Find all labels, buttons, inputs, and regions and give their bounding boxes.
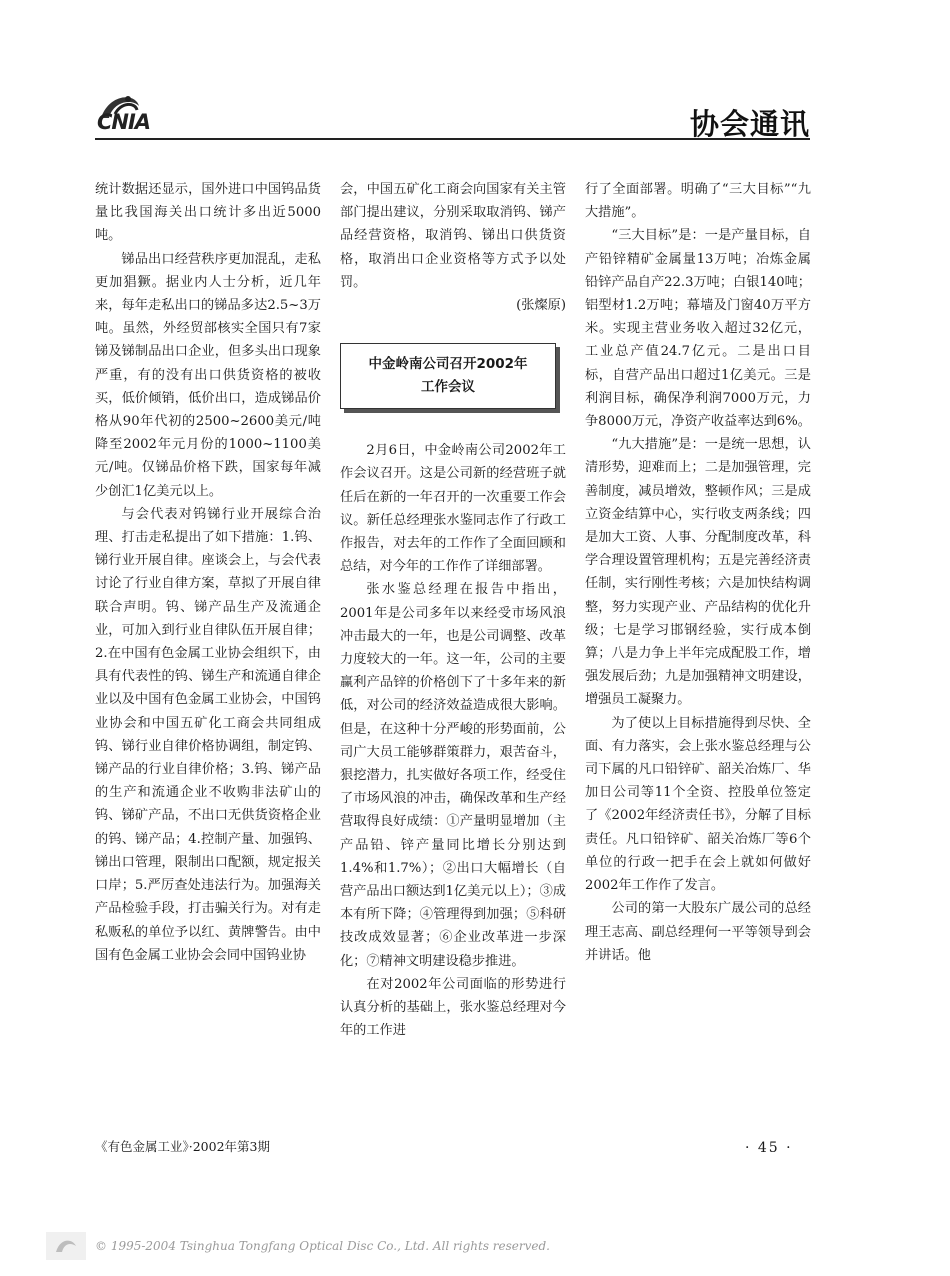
paragraph: “九大措施”是：一是统一思想，认清形势，迎难而上；二是加强管理，完善制度，减员增效，整顿作风；三是成立资金结算中心，实行收支两条线；四是加大工资、人事、分配制度改革，科学合理设置管理机构；五是完善经济责任制，实行刚性考核；六是加快结构调整，努力实现产业、产品结构的优化升级；七是学习邯钢经验，实行成本倒算；八是力争上半年完成配股工作，增强发展后劲；九是加强精神文明建设，增强员工凝聚力。 — [585, 437, 811, 708]
publisher-logo-icon — [46, 1232, 86, 1260]
paragraph: 统计数据还显示，国外进口中国钨品货量比我国海关出口统计多出近5000吨。 — [95, 182, 321, 244]
author-byline: (张燦原) — [516, 298, 566, 314]
paragraph: 行了全面部署。明确了“三大目标”“九大措施”。 — [585, 182, 811, 221]
journal-issue: 《有色金属工业》·2002年第3期 — [95, 1139, 270, 1154]
article-headline-line-2: 工作会议 — [421, 379, 475, 396]
logo-text: CNIA — [97, 110, 151, 134]
article-headline-box — [340, 343, 556, 409]
paragraph: 与会代表对钨锑行业开展综合治理、打击走私提出了如下措施：1.钨、锑行业开展自律。座谈会上，与会代表讨论了行业自律方案，草拟了开展自律联合声明。钨、锑产品生产及流通企业，可加入到行业自律队伍开展自律；2.在中国有色金属工业协会组织下，由具有代表性的钨、锑生产和流通自律企业以及中国有色金属工业协会，中国钨业协会和中国五矿化工商会共同组成钨、锑行业自律价格协调组，制定钨、锑产品的行业自律价格；3.钨、锑产品的生产和流通企业不收购非法矿山的钨、锑矿产品，不出口无供货资格企业的钨、锑产品；4.控制产量、加强钨、锑出口管理，限制出口配额，规定报关口岸；5.严厉查处违法行为。加强海关产品检验手段，打击骗关行为。对有走私贩私的单位予以红、黄牌警告。由中国有色金属工业协会会同中国钨业协 — [95, 506, 321, 963]
paragraph: 2月6日，中金岭南公司2002年工作会议召开。这是公司新的经营班子就任后在新的一年召开的一次重要工作会议。新任总经理张水鉴同志作了行政工作报告，对去年的工作作了全面回顾和总结，对今年的工作作了详细部署。 — [340, 443, 566, 575]
paragraph: 为了使以上目标措施得到尽快、全面、有力落实，会上张水鉴总经理与公司下属的凡口铅锌矿、韶关冶炼厂、华加日公司等11个全资、控股单位签定了《2002年经济责任书》，分解了目标责任。凡口铅锌矿、韶关冶炼厂等6个单位的行政一把手在会上就如何做好2002年工作作了发言。 — [585, 715, 811, 894]
paragraph: 在对2002年公司面临的形势进行认真分析的基础上，张水鉴总经理对今年的工作进 — [340, 976, 566, 1039]
text-column-1 — [95, 178, 321, 967]
paragraph: 锑品出口经营秩序更加混乱，走私更加猖獗。据业内人士分析，近几年来，每年走私出口的锑品多达2.5~3万吨。虽然，外经贸部核实全国只有7家锑及锑制品出口企业，但多头出口现象严重，有的没有出口供货资格的被收买，低价倾销，低价出口，造成锑品价格从90年代初的2500~2600美元/吨降至2002年元月份的1000~1100美元/吨。仅锑品价格下跌，国家每年减少创汇1亿美元以上。 — [95, 251, 321, 499]
article-headline-line-1: 中金岭南公司召开2002年 — [368, 356, 528, 373]
text-column-3 — [585, 178, 811, 967]
paragraph: 会，中国五矿化工商会向国家有关主管部门提出建议，分别采取取消钨、锑产品经营资格，取消钨、锑出口供货资格，取消出口企业资格等方式予以处罚。 — [340, 182, 566, 290]
paragraph: “三大目标”是：一是产量目标，自产铅锌精矿金属量13万吨；冶炼金属铅锌产品自产22.3万吨；白银140吨；铝型材1.2万吨；幕墙及门窗40万平方米。实现主营业务收入超过32亿元，工业总产值24.7亿元。二是出口目标，自营产品出口超过1亿美元。三是利润目标，确保净利润7000万元，力争8000万元，净资产收益率达到6%。 — [585, 228, 811, 430]
paragraph: 公司的第一大股东广晟公司的总经理王志高、副总经理何一平等领导到会并讲话。他 — [585, 901, 811, 963]
copyright-notice: © 1995-2004 Tsinghua Tongfang Optical Disc Co., Ltd. All rights reserved. — [95, 1239, 550, 1253]
header-divider — [95, 138, 810, 140]
text-column-2 — [340, 178, 566, 1043]
cnia-logo — [95, 88, 205, 138]
page-number: · 45 · — [745, 1140, 793, 1156]
paragraph: 张水鉴总经理在报告中指出，2001年是公司多年以来经受市场风浪冲击最大的一年，也是公司调整、改革力度较大的一年。这一年，公司的主要赢利产品锌的价格创下了十多年来的新低，对公司的经济效益造成很大影响。但是，在这种十分严峻的形势面前，公司广大员工能够群策群力，艰苦奋斗，狠挖潜力，扎实做好各项工作，经受住了市场风浪的冲击，确保改革和生产经营取得良好成绩：①产量明显增加（主产品铅、锌产量同比增长分别达到1.4%和1.7%）；②出口大幅增长（自营产品出口额达到1亿美元以上）；③成本有所下降；④管理得到加强；⑤科研技改成效显著；⑥企业改革进一步深化；⑦精神文明建设稳步推进。 — [340, 582, 566, 969]
page-header — [95, 88, 810, 140]
section-title: 协会通讯 — [689, 107, 810, 141]
